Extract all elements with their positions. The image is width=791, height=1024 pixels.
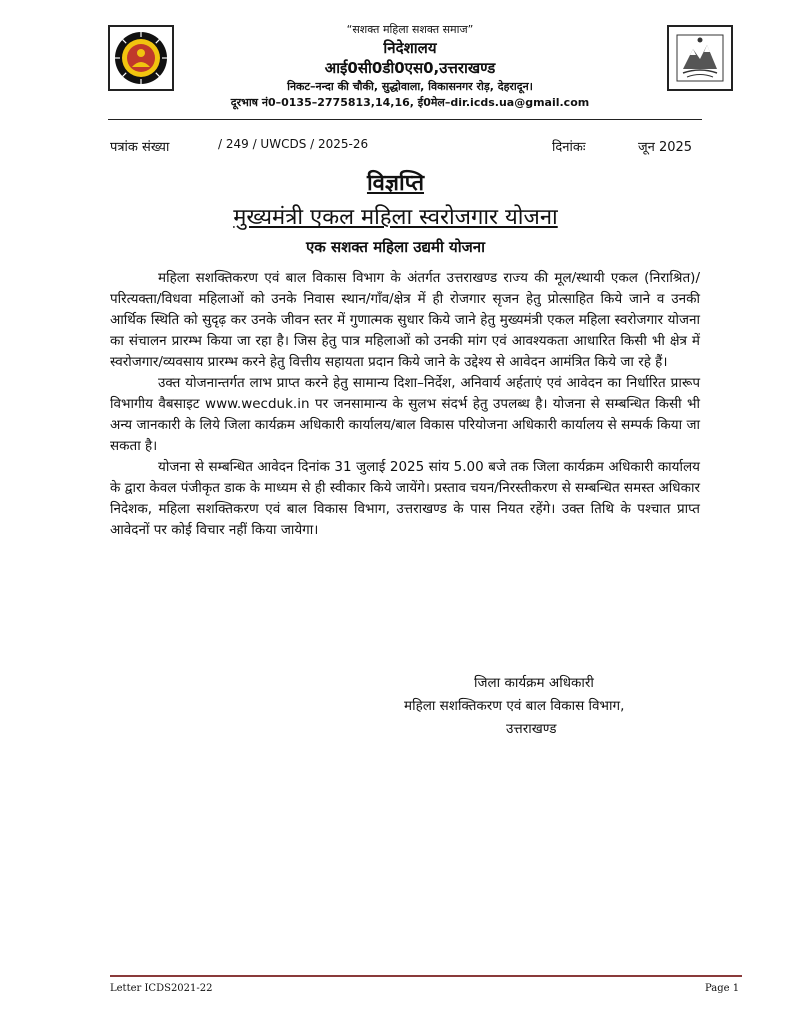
date-label: दिनांकः bbox=[552, 140, 586, 155]
page-number: Page 1 bbox=[705, 983, 740, 994]
footer-divider bbox=[110, 975, 742, 977]
signature-block bbox=[380, 672, 700, 741]
slogan: “सशक्त महिला सशक्त समाज” bbox=[346, 23, 474, 36]
signatory-title: जिला कार्यक्रम अधिकारी bbox=[474, 675, 594, 691]
office-address: निकट–नन्दा की चौकी, सुद्धोवाला, विकासनगर रोड़, देहरादून। bbox=[287, 80, 533, 93]
signatory-state: उत्तराखण्ड bbox=[506, 721, 557, 737]
body-paragraph: महिला सशक्तिकरण एवं बाल विकास विभाग के अंतर्गत उत्तराखण्ड राज्य की मूल/स्थायी एकल (निराश्रित)/परित्यक्ता/विधवा महिलाओं को उनके निवास स्थान/गाँव/क्षेत्र में ही रोजगार सृजन हेतु प्रोत्साहित किये जाने व उनकी आर्थिक स्थिति को सुदृढ़ कर उनके जीवन स्तर में गुणात्मक सुधार किये जाने हेतु मुख्यमंत्री एकल महिला स्वरोजगार योजना का संचालन प्रारम्भ किया जा रहा है। जिस हेतु पात्र महिलाओं को उनकी मांग एवं आवश्यकता आधारित किसी भी क्षेत्र में स्वरोजगार/व्यवसाय प्रारम्भ करने हेतु वित्तीय सहायता प्रदान किये जाने के उद्देश्य से आवेदन आमंत्रित किये जा रहे हैं। bbox=[110, 270, 700, 370]
directorate-title: निदेशालय bbox=[383, 39, 437, 57]
header-divider bbox=[108, 119, 702, 120]
uttarakhand-emblem-icon bbox=[667, 25, 733, 91]
body-paragraph: उक्त योजनान्तर्गत लाभ प्राप्त करने हेतु सामान्य दिशा–निर्देश, अनिवार्य अर्हताएं एवं आवेदन का निर्धारित प्रारूप विभागीय वैबसाइट www.wecduk.in पर जनसामान्य के सुलभ संदर्भ हेतु उपलब्ध है। योजना से सम्बन्धित किसी भी अन्य जानकारी के लिये जिला कार्यक्रम अधिकारी कार्यालय/बाल विकास परियोजना अधिकारी कार्यालय से सम्पर्क किया जा सकता है। bbox=[110, 375, 700, 454]
department-name: आई0सी0डी0एस0,उत्तराखण्ड bbox=[324, 59, 496, 77]
notice-body bbox=[110, 268, 700, 541]
footer-letter-ref: Letter ICDS2021-22 bbox=[110, 983, 213, 994]
signatory-department: महिला सशक्तिकरण एवं बाल विकास विभाग, bbox=[404, 698, 625, 714]
date-value: जून 2025 bbox=[638, 140, 693, 155]
reference-number: / 249 / UWCDS / 2025-26 bbox=[218, 137, 369, 151]
body-paragraph: योजना से सम्बन्धित आवेदन दिनांक 31 जुलाई 2025 सांय 5.00 बजे तक जिला कार्यक्रम अधिकारी कार्यालय के द्वारा केवल पंजीकृत डाक के माध्यम से ही स्वीकार किये जायेंगे। प्रस्ताव चयन/निरस्तीकरण से सम्बन्धित समस्त अधिकार निदेशक, महिला सशक्तिकरण एवं बाल विकास विभाग, उत्तराखण्ड के पास नियत रहेंगे। उक्त तिथि के पश्चात प्राप्त आवेदनों पर कोई विचार नहीं किया जायेगा। bbox=[110, 459, 700, 538]
icds-emblem-icon bbox=[108, 25, 174, 91]
scheme-tagline: एक सशक्त महिला उद्यमी योजना bbox=[306, 238, 485, 256]
scheme-name: मुख्यमंत्री एकल महिला स्वरोजगार योजना bbox=[233, 205, 558, 230]
notice-title: विज्ञप्ति bbox=[366, 171, 425, 196]
office-contact: दूरभाष नं0–0135–2775813,14,16, ई0मेल–dir.icds.ua@gmail.com bbox=[230, 96, 590, 109]
reference-label: पत्रांक संख्या bbox=[110, 140, 170, 155]
